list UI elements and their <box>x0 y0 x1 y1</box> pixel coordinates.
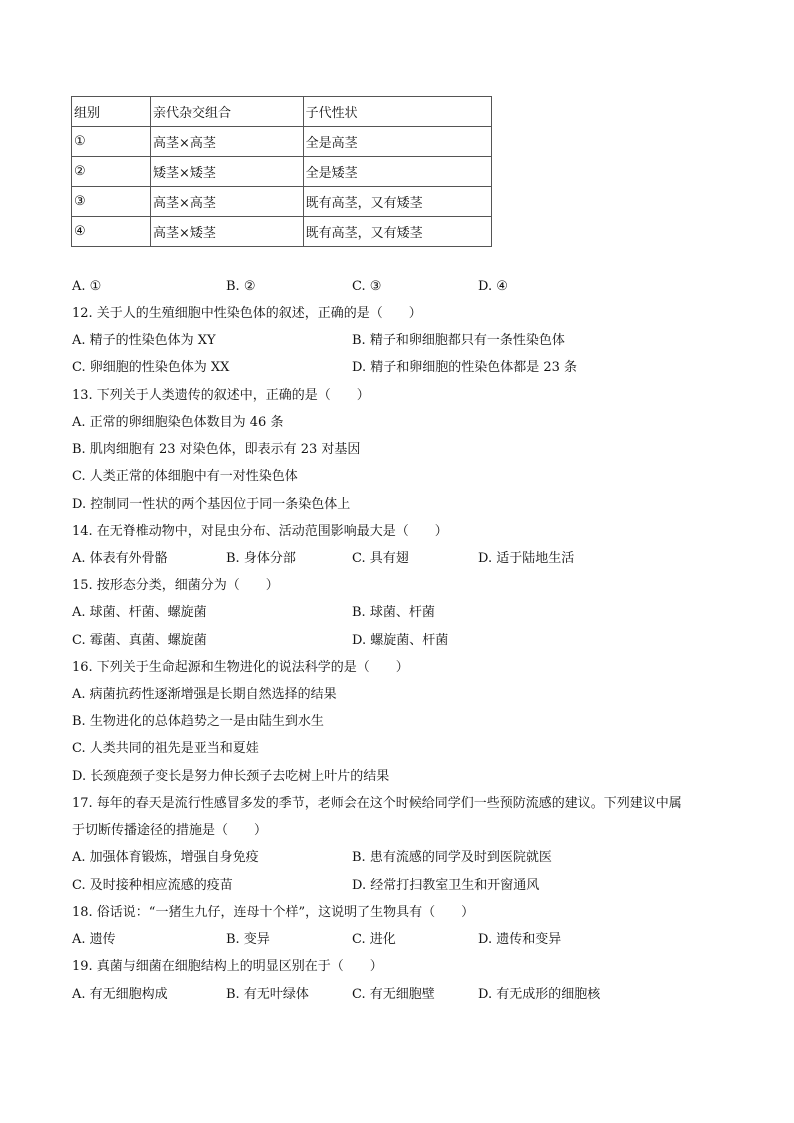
table-header-row <box>72 97 492 127</box>
table-cell: 既有高茎，又有矮茎 <box>303 187 491 217</box>
option-d[interactable]: D. 适于陆地生活 <box>478 551 575 566</box>
option-c[interactable]: C. 卵细胞的性染色体为 XX <box>72 360 230 375</box>
option-c[interactable]: C. 进化 <box>352 932 396 947</box>
q16-stem: 16. 下列关于生命起源和生物进化的说法科学的是（ ） <box>72 660 409 675</box>
option-a[interactable]: A. 正常的卵细胞染色体数目为 46 条 <box>72 415 284 430</box>
cross-result-table <box>71 96 492 247</box>
option-d[interactable]: D. 有无成形的细胞核 <box>478 987 601 1002</box>
table-cell: 矮茎×矮茎 <box>150 157 303 187</box>
q15-stem: 15. 按形态分类，细菌分为（ ） <box>72 578 279 593</box>
table-header-cell: 子代性状 <box>303 97 491 127</box>
option-c[interactable]: C. ③ <box>352 279 382 294</box>
option-b[interactable]: B. ② <box>226 279 256 294</box>
table-cell: 全是矮茎 <box>303 157 491 187</box>
table-header-cell: 亲代杂交组合 <box>150 97 303 127</box>
table-row <box>72 127 492 157</box>
table-cell: ④ <box>72 217 151 247</box>
option-c[interactable]: C. 及时接种相应流感的疫苗 <box>72 878 233 893</box>
option-d[interactable]: D. 遗传和变异 <box>478 932 562 947</box>
q17-stem-line2: 于切断传播途径的措施是（ ） <box>72 823 268 838</box>
option-b[interactable]: B. 身体分部 <box>226 551 296 566</box>
table-cell: 全是高茎 <box>303 127 491 157</box>
option-c[interactable]: C. 具有翅 <box>352 551 409 566</box>
option-a[interactable]: A. 球菌、杆菌、螺旋菌 <box>72 605 207 620</box>
q18-stem: 18. 俗话说：“一猪生九仔，连母十个样”，这说明了生物具有（ ） <box>72 905 475 920</box>
option-a[interactable]: A. 精子的性染色体为 XY <box>72 333 216 348</box>
option-b[interactable]: B. 球菌、杆菌 <box>352 605 435 620</box>
table-header-cell: 组别 <box>72 97 151 127</box>
option-b[interactable]: B. 有无叶绿体 <box>226 987 309 1002</box>
option-a[interactable]: A. ① <box>72 279 102 294</box>
table-row <box>72 187 492 217</box>
option-c[interactable]: C. 有无细胞壁 <box>352 987 435 1002</box>
table-cell: 既有高茎，又有矮茎 <box>303 217 491 247</box>
option-b[interactable]: B. 患有流感的同学及时到医院就医 <box>352 850 552 865</box>
option-d[interactable]: D. 控制同一性状的两个基因位于同一条染色体上 <box>72 497 351 512</box>
table-cell: ② <box>72 157 151 187</box>
option-b[interactable]: B. 生物进化的总体趋势之一是由陆生到水生 <box>72 714 324 729</box>
option-b[interactable]: B. 精子和卵细胞都只有一条性染色体 <box>352 333 565 348</box>
table-row <box>72 217 492 247</box>
table-row <box>72 157 492 187</box>
option-d[interactable]: D. ④ <box>478 279 508 294</box>
option-a[interactable]: A. 加强体育锻炼，增强自身免疫 <box>72 850 259 865</box>
option-a[interactable]: A. 体表有外骨骼 <box>72 551 168 566</box>
q14-stem: 14. 在无脊椎动物中，对昆虫分布、活动范围影响最大是（ ） <box>72 524 448 539</box>
q17-stem-line1: 17. 每年的春天是流行性感冒多发的季节，老师会在这个时候给同学们一些预防流感的建议。下列建议中属 <box>72 796 682 811</box>
option-c[interactable]: C. 霉菌、真菌、螺旋菌 <box>72 633 207 648</box>
option-b[interactable]: B. 变异 <box>226 932 270 947</box>
option-b[interactable]: B. 肌肉细胞有 23 对染色体，即表示有 23 对基因 <box>72 442 361 457</box>
option-a[interactable]: A. 病菌抗药性逐渐增强是长期自然选择的结果 <box>72 687 337 702</box>
q12-stem: 12. 关于人的生殖细胞中性染色体的叙述，正确的是（ ） <box>72 306 422 321</box>
option-c[interactable]: C. 人类共同的祖先是亚当和夏娃 <box>72 741 259 756</box>
q13-stem: 13. 下列关于人类遗传的叙述中，正确的是（ ） <box>72 388 370 403</box>
table-cell: 高茎×高茎 <box>150 187 303 217</box>
option-d[interactable]: D. 长颈鹿颈子变长是努力伸长颈子去吃树上叶片的结果 <box>72 769 390 784</box>
option-a[interactable]: A. 有无细胞构成 <box>72 987 168 1002</box>
option-a[interactable]: A. 遗传 <box>72 932 116 947</box>
option-d[interactable]: D. 精子和卵细胞的性染色体都是 23 条 <box>352 360 578 375</box>
table-cell: 高茎×高茎 <box>150 127 303 157</box>
option-c[interactable]: C. 人类正常的体细胞中有一对性染色体 <box>72 469 298 484</box>
option-d[interactable]: D. 螺旋菌、杆菌 <box>352 633 449 648</box>
table-cell: ③ <box>72 187 151 217</box>
table-cell: ① <box>72 127 151 157</box>
q19-stem: 19. 真菌与细菌在细胞结构上的明显区别在于（ ） <box>72 959 383 974</box>
table-cell: 高茎×矮茎 <box>150 217 303 247</box>
option-d[interactable]: D. 经常打扫教室卫生和开窗通风 <box>352 878 540 893</box>
